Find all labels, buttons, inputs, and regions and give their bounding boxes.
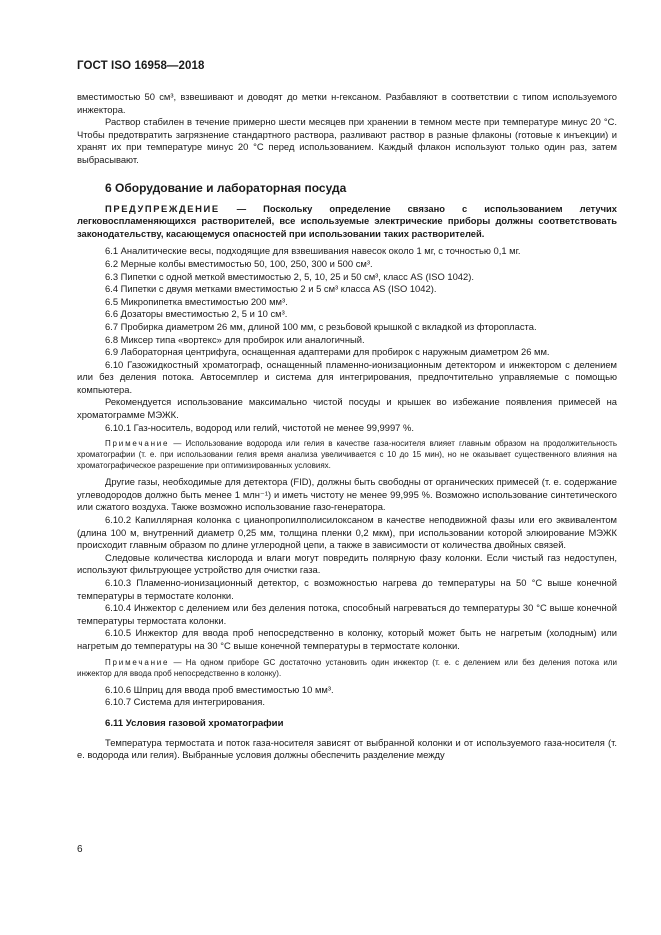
warning-paragraph (77, 203, 617, 241)
note-1-label: Примечание (105, 439, 170, 449)
item-6-10-3: 6.10.3 Пламенно-ионизационный детектор, с возможностью нагрева до температуры на 50 °C выше конечной температуры в термостате колонки. (77, 577, 617, 601)
list-item: 6.9 Лабораторная центрифуга, оснащенная адаптерами для пробирок с наружным диаметром 26 мм. (105, 346, 550, 358)
note-1-text: — Использование водорода или гелия в качестве газа-носителя влияет главным образом на продолжительность хроматографии (т. е. при использовании гелия время анализа увеличивается с 10 до 15 мин), но не оказывает существенного влияния на хроматографическое разрешение при оптимизированных условиях. (77, 439, 617, 471)
traces-paragraph: Следовые количества кислорода и влаги могут повредить полярную фазу колонки. Если чистый газ недоступен, используют фильтрующее устройство для очистки газа. (77, 551, 617, 576)
item-6-10-7: 6.10.7 Система для интегрирования. (105, 696, 265, 708)
other-gases-paragraph: Другие газы, необходимые для детектора (FID), должны быть свободны от органических примесей (т. е. содержание углеводородов должно быть менее 1 млн⁻¹) и иметь чистоту не менее 99,995 %. Возможно использование синтетического или сжатого воздуха. Также возможно использование газо-генератора. (77, 476, 617, 513)
document-header: ГОСТ ISO 16958—2018 (77, 60, 205, 72)
list-item: 6.7 Пробирка диаметром 26 мм, длиной 100 мм, с резьбовой крышкой с вкладкой из фторопласта. (105, 320, 537, 332)
intro-paragraph-2: Раствор стабилен в течение примерно шести месяцев при хранении в темном месте при температуре минус 20 °C. Чтобы предотвратить загрязнение стандартного раствора, разливают раствор в разные флаконы (готовые к инъекции) и хранят их при температуре минус 20 °C перед использованием. Каждый флакон используют только один раз, затем выбрасывают. (77, 116, 617, 165)
item-6-10-5: 6.10.5 Инжектор для ввода проб непосредственно в колонку, который может быть не нагретым (холодным) или нагретым до температуры на 30 °C выше конечной температуры в термостате колонки. (77, 627, 617, 651)
note-1 (77, 438, 617, 471)
page-number: 6 (77, 844, 83, 855)
note-2-label: Примечание (105, 657, 170, 667)
intro-paragraph-1: вместимостью 50 см³, взвешивают и доводят до метки н-гексаном. Разбавляют в соответствии с типом используемого инжектора. (77, 91, 617, 115)
list-item: 6.5 Микропипетка вместимостью 200 мм³. (105, 295, 288, 307)
item-6-10: 6.10 Газожидкостный хроматограф, оснащенный пламенно-ионизационным детектором и инжектором с делением или без деления потока. Автосемплер и система для интегрирования, предпочтительно управляемые с помощью компьютера. (77, 358, 617, 395)
item-6-10-6: 6.10.6 Шприц для ввода проб вместимостью 10 мм³. (105, 683, 334, 695)
item-6-10-2: 6.10.2 Капиллярная колонка с цианопропилполисилоксаном в качестве неподвижной фазы или его эквивалентом (длина 100 м, внутренний диаметр 0,25 мм, толщина пленки 0,2 мкм), при использовании которой элюирование МЭЖК происходит главным образом по длине углеродной цепи, а также в зависимости от количества двойных связей. (77, 514, 617, 551)
item-6-10-4: 6.10.4 Инжектор с делением или без деления потока, способный нагреваться до температуры 30 °C выше конечной температуры термостата колонки. (77, 602, 617, 626)
list-item: 6.1 Аналитические весы, подходящие для взвешивания навесок около 1 мг, с точностью 0,1 мг. (105, 245, 521, 257)
subsection-title: 6.11 Условия газовой хроматографии (105, 717, 284, 729)
list-item: 6.2 Мерные колбы вместимостью 50, 100, 250, 300 и 500 см³. (105, 257, 373, 269)
list-item: 6.8 Миксер типа «вортекс» для пробирок или аналогичный. (105, 333, 365, 345)
warning-label: ПРЕДУПРЕЖДЕНИЕ (105, 202, 220, 214)
item-6-10-1: 6.10.1 Газ-носитель, водород или гелий, чистотой не менее 99,9997 %. (105, 421, 414, 433)
note-2-text: — На одном приборе GC достаточно установить один инжектор (т. е. с делением или без деления потока или инжектор для ввода проб непосредственно в колонку). (77, 657, 617, 678)
gc-conditions-paragraph: Температура термостата и поток газа-носителя зависят от выбранной колонки и от используемого газа-носителя (т. е. водорода или гелия). Выбранные условия должны обеспечить разделение между (77, 736, 617, 761)
document-body (77, 91, 617, 762)
equipment-list (77, 245, 617, 358)
warning-text: — Поскольку определение связано с использованием летучих легковоспламеняющихся растворителей, все используемые электрические приборы должны соответствовать законодательству, касающемуся опасностей при использовании таких растворителей. (77, 202, 617, 239)
list-item: 6.4 Пипетки с двумя метками вместимостью 2 и 5 см³ класса AS (ISO 1042). (105, 283, 437, 295)
recommend-paragraph: Рекомендуется использование максимально чистой посуды и крышек во избежание появления примесей на хроматограмме МЭЖК. (77, 396, 617, 421)
section-title: 6 Оборудование и лабораторная посуда (105, 180, 347, 195)
list-item: 6.6 Дозаторы вместимостью 2, 5 и 10 см³. (105, 308, 288, 320)
note-2 (77, 657, 617, 679)
list-item: 6.3 Пипетки с одной меткой вместимостью 2, 5, 10, 25 и 50 см³, класс AS (ISO 1042). (105, 270, 474, 282)
